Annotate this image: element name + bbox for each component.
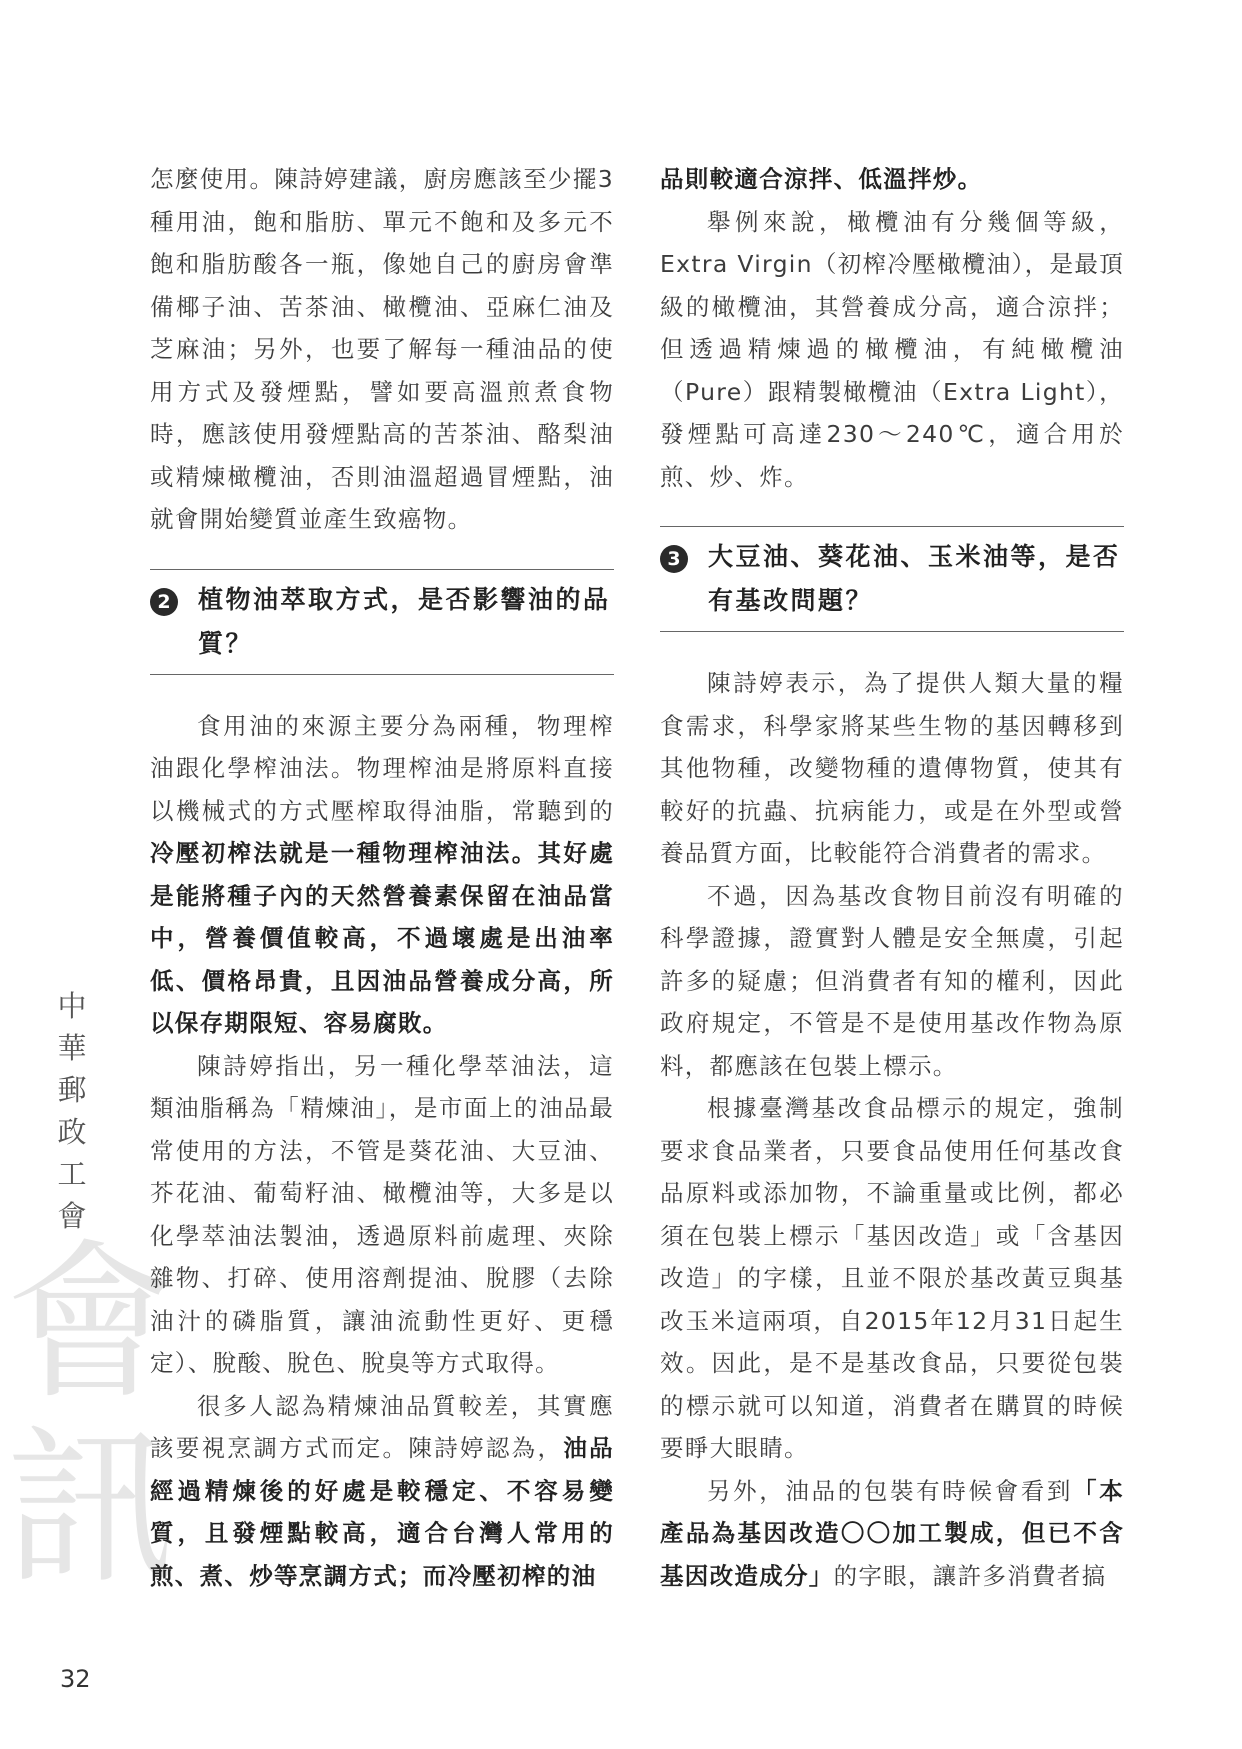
paragraph: 陳詩婷指出，另一種化學萃油法，這類油脂稱為「精煉油」，是市面上的油品最常使用的方法，不管是葵花油、大豆油、芥花油、葡萄籽油、橄欖油等，大多是以化學萃油法製油，透過原料前處理、夾除雜物、打碎、使用溶劑提油、脫膠（去除油汁的磷脂質，讓油流動性更好、更穩定）、脫酸、脫色、脫臭等方式取得。 [150,1051,614,1377]
bold-text: 油品經過精煉後的好處是較穩定、不容易變質，且發煙點較高，適合台灣人常用的煎、煮、炒等烹調方式；而冷壓初榨的油 [150,1434,614,1590]
section-2-heading: 植物油萃取方式，是否影響油的品質？ [198,584,611,658]
publication-side-title: 中華郵政工會 [57,989,87,1233]
paragraph: 陳詩婷表示，為了提供人類大量的糧食需求，科學家將某些生物的基因轉移到其他物種，改變物種的遺傳物質，使其有較好的抗蟲、抗病能力，或是在外型或營養品質方面，比較能符合消費者的需求。 [660,669,1124,867]
right-column [660,158,1124,1597]
paragraph-text: 很多人認為精煉油品質較差，其實應該要視烹調方式而定。陳詩婷認為， [150,1391,614,1462]
section-2-header [150,569,614,675]
paragraph-text: 的字眼，讓許多消費者搞 [833,1561,1107,1590]
paragraph: 根據臺灣基改食品標示的規定，強制要求食品業者，只要食品使用任何基改食品原料或添加物，不論重量或比例，都必須在包裝上標示「基因改造」或「含基因改造」的字樣，且並不限於基改黃豆與基改玉米這兩項，自2015年12月31日起生效。因此，是不是基改食品，只要從包裝的標示就可以知道，消費者在購買的時候要睜大眼睛。 [660,1094,1124,1462]
section-number-badge: 3 [660,545,688,573]
paragraph [150,705,614,1045]
paragraph [660,1470,1124,1598]
paragraph: 不過，因為基改食物目前沒有明確的科學證據，證實對人體是安全無虞，引起許多的疑慮；但消費者有知的權利，因此政府規定，不管是不是使用基改作物為原料，都應該在包裝上標示。 [660,881,1124,1080]
paragraph: 舉例來說，橄欖油有分幾個等級，Extra Virgin（初榨冷壓橄欖油），是最頂級的橄欖油，其營養成分高，適合涼拌；但透過精煉過的橄欖油，有純橄欖油（Pure）跟精製橄欖油（Extra Light），發煙點可高達230～240℃，適合用於煎、炒、炸。 [660,207,1124,491]
bold-text: 品則較適合涼拌、低溫拌炒。 [660,165,983,193]
page-number: 32 [60,1665,91,1693]
paragraph [660,158,1124,201]
bold-text: 「本產品為基因改造〇〇加工製成，但已不含基因改造成分」 [660,1476,1124,1590]
bold-text: 冷壓初榨法就是一種物理榨油法。其好處是能將種子內的天然營養素保留在油品當中，營養價值較高，不過壞處是出油率低、價格昂貴，且因油品營養成分高，所以保存期限短、容易腐敗。 [150,839,614,1037]
left-column [150,158,614,1597]
paragraph-text: 食用油的來源主要分為兩種，物理榨油跟化學榨油法。物理榨油是將原料直接以機械式的方式壓榨取得油脂，常聽到的 [150,711,614,825]
section-3-header [660,526,1124,632]
section-3-heading: 大豆油、葵花油、玉米油等，是否有基改問題？ [708,542,1121,615]
paragraph-text: 另外，油品的包裝有時候會看到 [707,1476,1074,1505]
paragraph: 怎麼使用。陳詩婷建議，廚房應該至少擺3種用油，飽和脂肪、單元不飽和及多元不飽和脂肪酸各一瓶，像她自己的廚房會準備椰子油、苦茶油、橄欖油、亞麻仁油及芝麻油；另外，也要了解每一種油品的使用方式及發煙點，譬如要高溫煎煮食物時，應該使用發煙點高的苦茶油、酪梨油或精煉橄欖油，否則油溫超過冒煙點，油就會開始變質並產生致癌物。 [150,165,614,533]
paragraph [150,1385,614,1598]
newsletter-watermark: 會訊 [6,1225,177,1608]
section-number-badge: 2 [150,588,178,616]
